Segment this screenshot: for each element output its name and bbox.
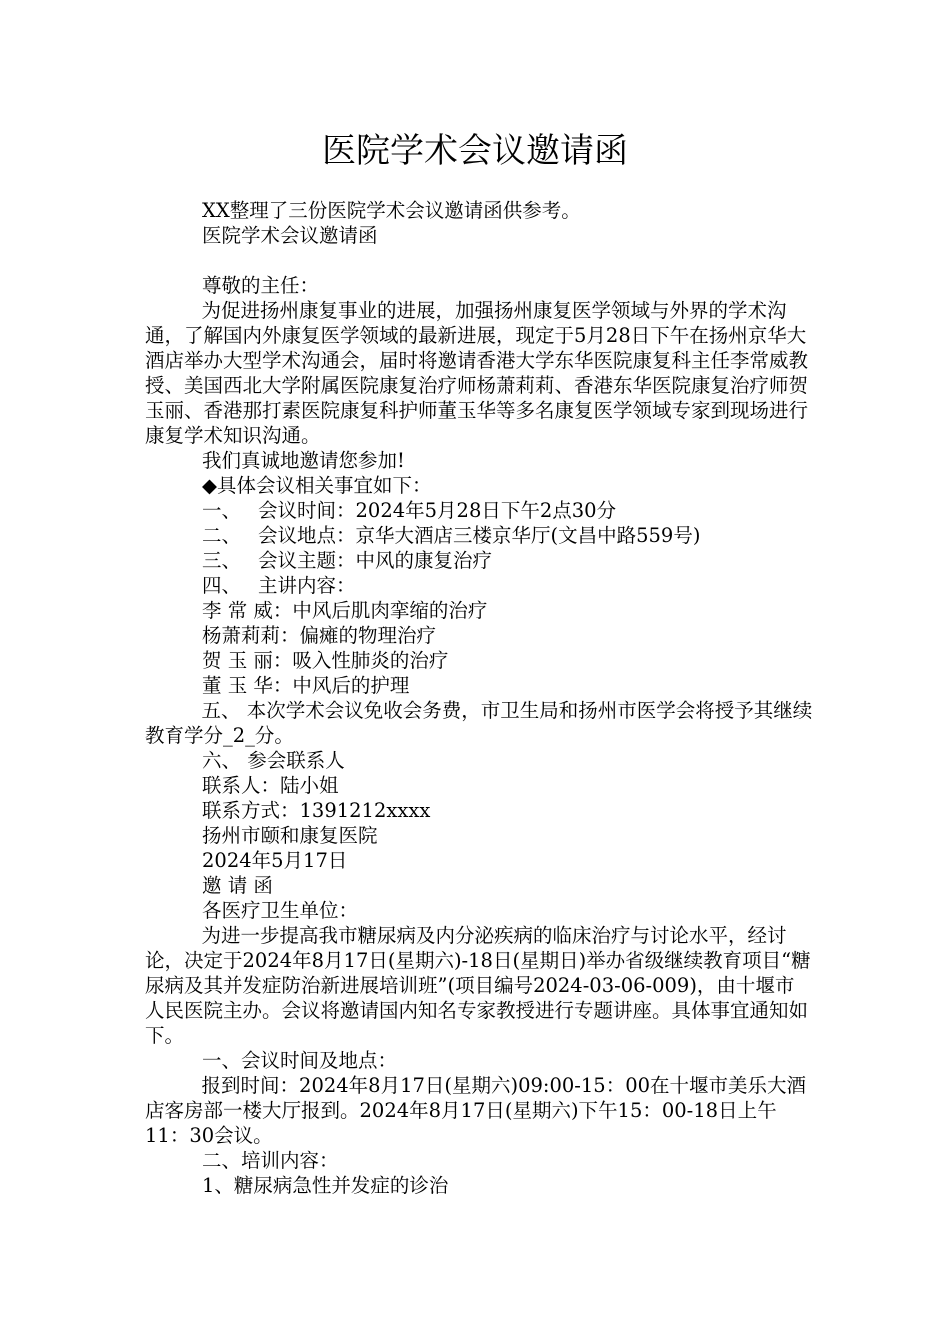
document-body (145, 198, 813, 1198)
letter2-section1: 一、会议时间及地点： (202, 1049, 398, 1072)
item-number: 二、 (202, 524, 242, 547)
speaker-line: 李 常 威：中风后肌肉挛缩的治疗 (202, 599, 488, 622)
contact-method: 联系方式：1391212xxxx (202, 799, 431, 822)
item-text: 会议时间：2024年5月28日下午2点30分 (258, 499, 617, 522)
letter1-item (145, 523, 813, 548)
letter1-item (145, 498, 813, 523)
letter2-salutation: 各医疗卫生单位： (202, 899, 359, 922)
letter1-paragraph: 为促进扬州康复事业的进展，加强扬州康复医学领域与外界的学术沟通，了解国内外康复医学领域的最新进展，现定于5月28日下午在扬州京华大酒店举办大型学术沟通会，届时将邀请香港大学东华医院康复科主任李常威教授、美国西北大学附属医院康复治疗师杨萧莉莉、香港东华医院康复治疗师贺玉丽、香港那打素医院康复科护师董玉华等多名康复医学领域专家到现场进行康复学术知识沟通。 (145, 299, 809, 447)
letter1-salutation: 尊敬的主任： (202, 274, 320, 297)
letter2-paragraph: 为进一步提高我市糖尿病及内分泌疾病的临床治疗与讨论水平，经讨论，决定于2024年8月17日(星期六)-18日(星期日)举办省级继续教育项目“糖尿病及其并发症防治新进展培训班”(项目编号2024-03-06-009)，由十堰市人民医院主办。会议将邀请国内知名专家教授进行专题讲座。具体事宜通知如下。 (145, 924, 811, 1047)
letter2-heading: 邀 请 函 (202, 874, 273, 897)
letter1-item6: 六、 参会联系人 (202, 749, 345, 772)
blank-line (145, 248, 813, 273)
item-text: 会议地点：京华大酒店三楼京华厅(文昌中路559号) (258, 524, 701, 547)
letter1-item5: 五、 本次学术会议免收会务费，市卫生局和扬州市医学会将授予其继续教育学分_2_分。 (145, 699, 813, 747)
speaker-line: 董 玉 华：中风后的护理 (202, 674, 410, 697)
speaker-line: 贺 玉 丽：吸入性肺炎的治疗 (202, 649, 449, 672)
letter1-date: 2024年5月17日 (202, 849, 348, 872)
item-number: 一、 (202, 499, 242, 522)
letter2-content1: 1、糖尿病急性并发症的诊治 (202, 1174, 449, 1197)
letter2-registration: 报到时间：2024年8月17日(星期六)09:00-15：00在十堰市美乐大酒店客房部一楼大厅报到。2024年8月17日(星期六)下午15：00-18日上午11：30会议。 (145, 1074, 807, 1147)
item-text: 会议主题：中风的康复治疗 (258, 549, 493, 572)
intro-subtitle: 医院学术会议邀请函 (202, 224, 378, 247)
item-text: 主讲内容： (258, 574, 356, 597)
letter2-section2: 二、培训内容： (202, 1149, 339, 1172)
letter1-organization: 扬州市颐和康复医院 (202, 824, 378, 847)
letter1-invite: 我们真诚地邀请您参加! (202, 449, 405, 472)
intro-note: XX整理了三份医院学术会议邀请函供参考。 (202, 199, 581, 222)
letter1-item (145, 548, 813, 573)
contact-person: 联系人：陆小姐 (202, 774, 339, 797)
item-number: 三、 (202, 549, 242, 572)
letter1-details-heading: ◆具体会议相关事宜如下： (202, 474, 432, 497)
document-title: 医院学术会议邀请函 (322, 131, 628, 171)
speaker-line: 杨萧莉莉：偏瘫的物理治疗 (202, 624, 437, 647)
item-number: 四、 (202, 574, 242, 597)
letter1-item (145, 573, 813, 598)
